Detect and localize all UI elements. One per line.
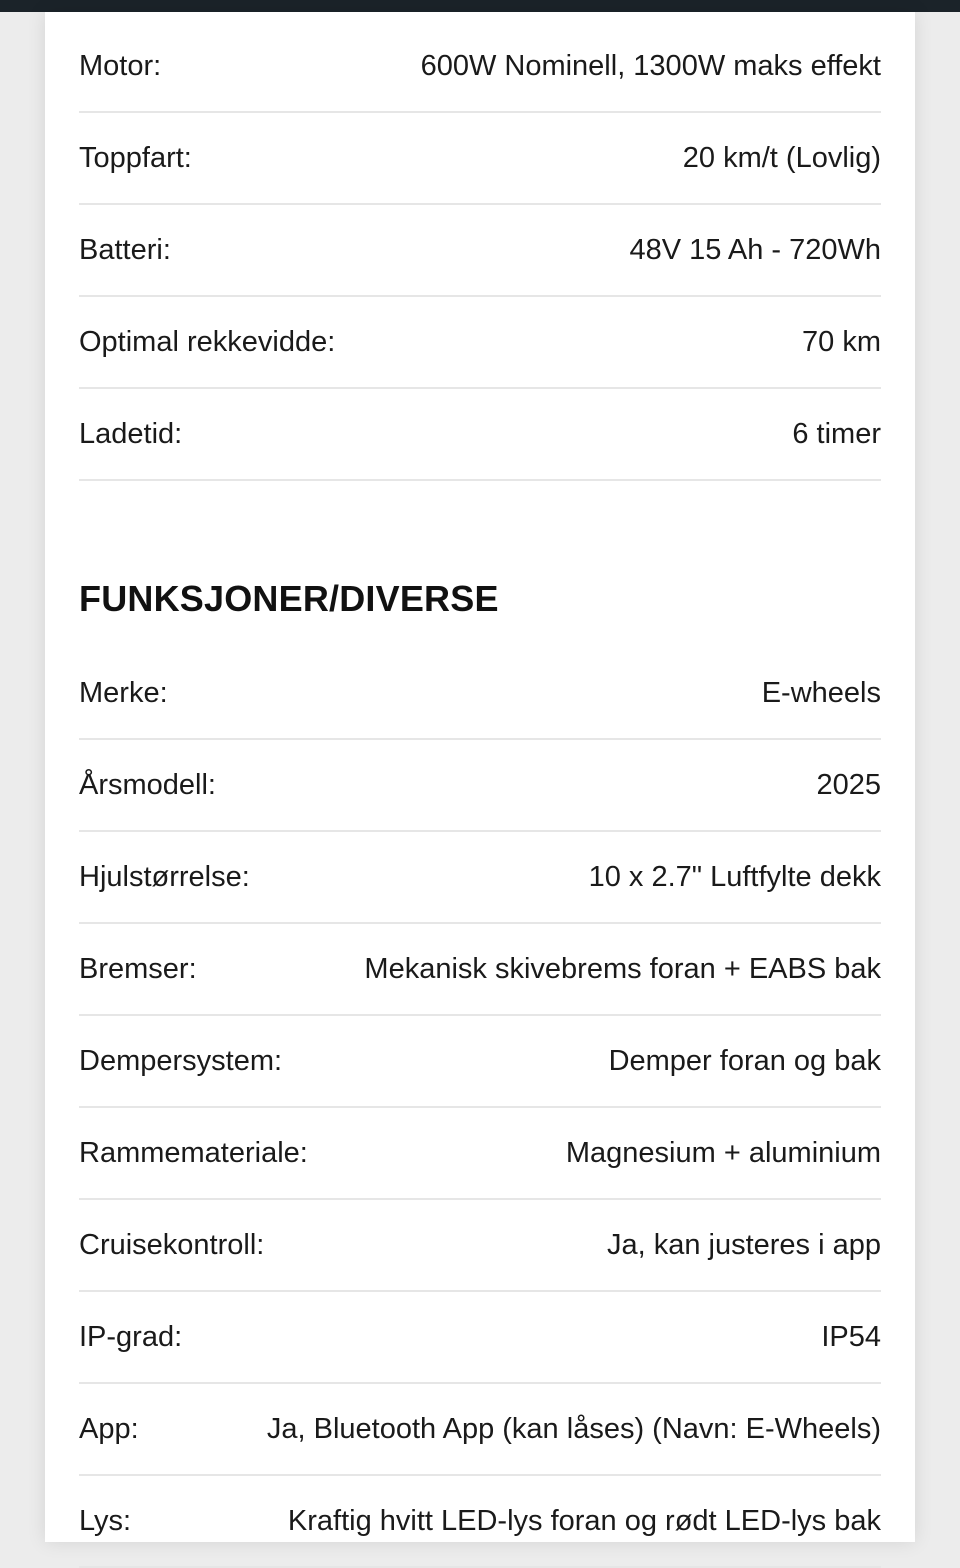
feature-value: IP54 bbox=[821, 1320, 881, 1353]
feature-row-ip-rating bbox=[79, 1292, 881, 1384]
feature-value: 2025 bbox=[816, 768, 881, 801]
spec-label: Optimal rekkevidde: bbox=[79, 325, 336, 358]
spec-label: Batteri: bbox=[79, 233, 171, 266]
spec-row-top-speed bbox=[79, 113, 881, 205]
spec-row-battery bbox=[79, 205, 881, 297]
feature-value: 10 x 2.7" Luftfylte dekk bbox=[588, 860, 881, 893]
spec-label: Toppfart: bbox=[79, 141, 192, 174]
feature-label: Hjulstørrelse: bbox=[79, 860, 250, 893]
feature-value: Ja, kan justeres i app bbox=[606, 1228, 881, 1261]
spec-card bbox=[45, 12, 915, 1542]
features-table bbox=[79, 648, 881, 1568]
feature-value: Mekanisk skivebrems foran + EABS bak bbox=[364, 952, 881, 985]
feature-label: Dempersystem: bbox=[79, 1044, 283, 1077]
top-status-bar bbox=[0, 0, 960, 12]
spec-value: 6 timer bbox=[792, 417, 881, 450]
feature-value: Ja, Bluetooth App (kan låses) (Navn: E-Wheels) bbox=[266, 1412, 881, 1445]
feature-value: Demper foran og bak bbox=[608, 1044, 881, 1077]
spec-value: 20 km/t (Lovlig) bbox=[682, 141, 881, 174]
spec-row-motor bbox=[79, 21, 881, 113]
spec-value: 48V 15 Ah - 720Wh bbox=[629, 233, 881, 266]
feature-row-brakes bbox=[79, 924, 881, 1016]
feature-label: Lys: bbox=[79, 1504, 132, 1537]
feature-row-lights bbox=[79, 1476, 881, 1568]
feature-label: Cruisekontroll: bbox=[79, 1228, 265, 1261]
feature-label: App: bbox=[79, 1412, 139, 1445]
feature-row-cruise-control bbox=[79, 1200, 881, 1292]
feature-label: Årsmodell: bbox=[79, 768, 216, 801]
feature-row-suspension bbox=[79, 1016, 881, 1108]
feature-row-app bbox=[79, 1384, 881, 1476]
feature-row-model-year bbox=[79, 740, 881, 832]
spec-row-charge-time bbox=[79, 389, 881, 481]
spec-row-range bbox=[79, 297, 881, 389]
feature-label: Merke: bbox=[79, 676, 168, 709]
feature-row-frame-material bbox=[79, 1108, 881, 1200]
spec-table bbox=[79, 21, 881, 481]
feature-value: Kraftig hvitt LED-lys foran og rødt LED-lys bak bbox=[287, 1504, 881, 1537]
feature-label: IP-grad: bbox=[79, 1320, 183, 1353]
feature-value: E-wheels bbox=[761, 676, 881, 709]
spec-value: 600W Nominell, 1300W maks effekt bbox=[420, 49, 881, 82]
feature-label: Bremser: bbox=[79, 952, 197, 985]
spec-label: Ladetid: bbox=[79, 417, 183, 450]
feature-row-brand bbox=[79, 648, 881, 740]
spec-label: Motor: bbox=[79, 49, 162, 82]
feature-value: Magnesium + aluminium bbox=[565, 1136, 881, 1169]
feature-row-wheel-size bbox=[79, 832, 881, 924]
feature-label: Rammemateriale: bbox=[79, 1136, 308, 1169]
spec-value: 70 km bbox=[802, 325, 881, 358]
section-heading-features: FUNKSJONER/DIVERSE bbox=[79, 578, 499, 619]
